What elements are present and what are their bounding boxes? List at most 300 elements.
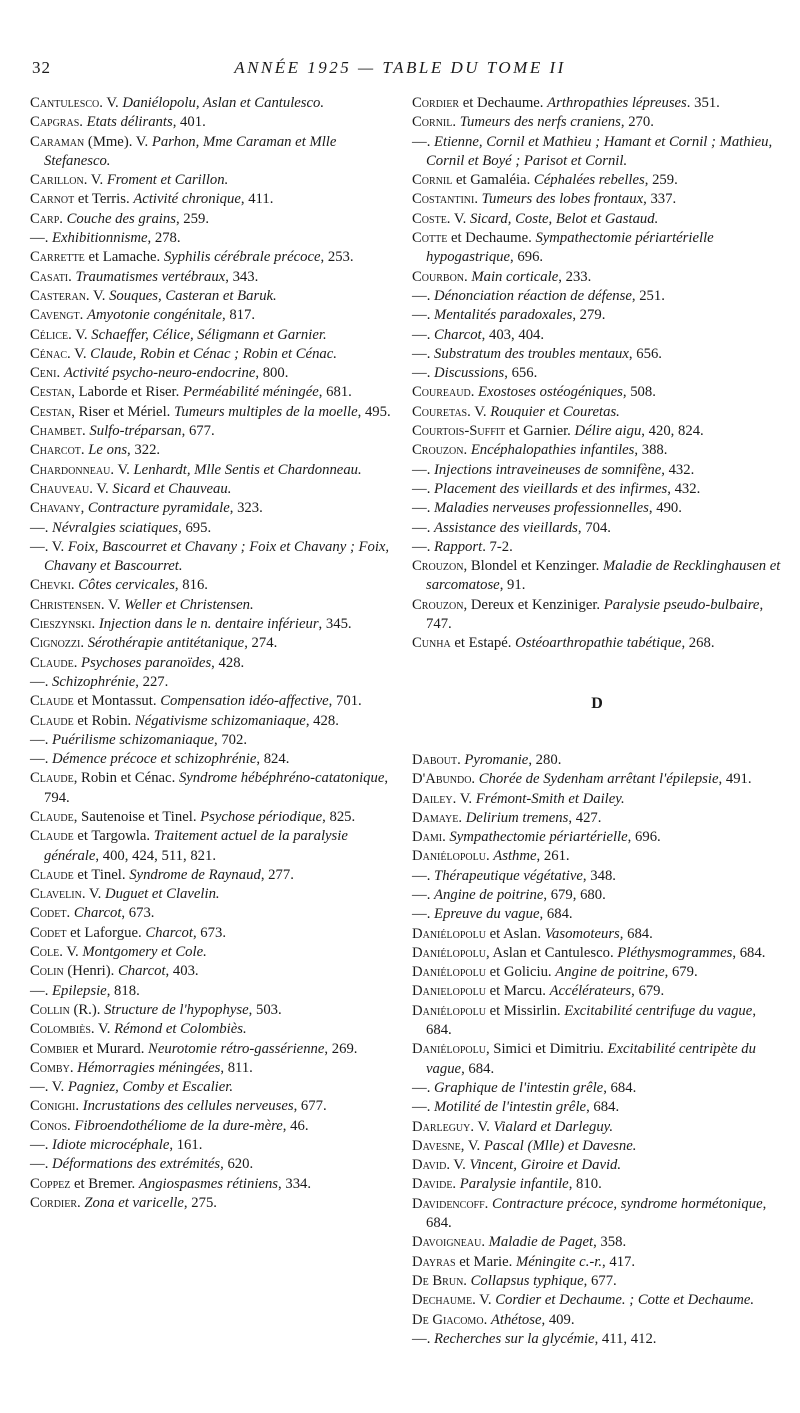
entry-title: Névralgies sciatiques (52, 519, 179, 536)
entry-title: Souques, Casteran et Baruk. (109, 287, 277, 304)
entry-author: Claude (30, 866, 74, 883)
entry-author: De Brun (412, 1272, 464, 1289)
index-entry (30, 326, 400, 345)
entry-page-ref: , 684. (426, 1195, 767, 1232)
entry-title: Placement des vieillards et des infirmes (434, 480, 668, 497)
entry-page-ref: , 677. (293, 1098, 327, 1115)
entry-page-ref: , 278. (147, 230, 181, 247)
entry-title: Froment et Carillon. (106, 172, 229, 189)
entry-author: Claude (30, 770, 74, 787)
entry-title: Couche des grains (66, 210, 176, 227)
entry-page-ref: , 794. (44, 770, 389, 806)
index-entry (412, 113, 782, 132)
entry-connector: . (82, 423, 90, 440)
entry-author: Collin (30, 1001, 70, 1018)
entry-title: Montgomery et Cole. (82, 944, 207, 961)
entry-page-ref: , 747. (426, 596, 764, 633)
entry-connector: —. (30, 1156, 53, 1173)
entry-connector: . (80, 635, 88, 652)
entry-title: Contracture précoce, syndrome hormétonique (492, 1195, 763, 1212)
entry-connector: —. (30, 751, 53, 768)
entry-connector: , Dereux et Kenziniger. (463, 596, 604, 613)
section-letter-d: D (591, 694, 603, 712)
entry-connector: —. (412, 886, 435, 903)
entry-title: Pyromanie (464, 751, 529, 768)
entry-author: Carnot (30, 191, 75, 208)
entry-author: Daniélopolu (412, 964, 486, 981)
entry-author: Caraman (30, 133, 85, 150)
index-entry (30, 750, 400, 769)
entry-title: Neurotomie rétro-gassérienne (148, 1040, 325, 1057)
entry-author: Cotte (412, 230, 448, 247)
entry-title: Négativisme schizomaniaque (134, 712, 306, 729)
entry-page-ref: , 428. (211, 654, 245, 671)
entry-author: Dechaume (412, 1292, 473, 1309)
entry-author: Davoigneau (412, 1234, 482, 1251)
entry-page-ref: , 679. (631, 983, 665, 1000)
entry-page-ref: , 656. (504, 365, 538, 382)
entry-connector: . (463, 442, 471, 459)
entry-title: Excitabilité centripète du vague (426, 1041, 756, 1077)
entry-title: Activité chronique (133, 191, 241, 208)
entry-author: Chevki (30, 577, 71, 594)
entry-connector: —. (412, 1099, 435, 1116)
entry-page-ref: , 269. (324, 1040, 358, 1057)
entry-title: Charcot (145, 924, 193, 941)
index-entry (30, 1001, 400, 1020)
index-entry (30, 1175, 400, 1194)
entry-title: Angine de poitrine (555, 964, 665, 981)
entry-page-ref: , 673. (192, 924, 226, 941)
entry-author: Coureaud (412, 384, 471, 401)
entry-title: Cordier et Dechaume. ; Cotte et Dechaume. (495, 1292, 755, 1309)
entry-page-ref: , 701. (328, 693, 362, 710)
entry-author: Christensen (30, 596, 101, 613)
index-entry (412, 268, 782, 287)
entry-connector: , Laborde et Riser. (71, 384, 183, 401)
entry-title: Asthme (493, 848, 537, 865)
index-entry (412, 210, 782, 229)
entry-page-ref: , 800. (255, 365, 289, 382)
entry-page-ref: , 343. (225, 268, 259, 285)
entry-connector: . (68, 268, 76, 285)
entry-title: Sicard et Chauveau. (112, 480, 232, 497)
index-entry (30, 615, 400, 634)
entry-title: Côtes cervicales (78, 577, 175, 594)
entry-author: Chauveau (30, 480, 90, 497)
entry-page-ref: , 432. (661, 461, 695, 478)
section-c-continued (412, 94, 782, 654)
entry-title: Perméabilité méningée (182, 384, 319, 401)
index-entry (412, 1137, 782, 1156)
index-entry (30, 1194, 400, 1213)
index-entry (412, 171, 782, 190)
index-entry (30, 210, 400, 229)
index-entry (412, 925, 782, 944)
entry-page-ref: , 491. (718, 771, 752, 788)
entry-page-ref: , 403. (165, 963, 199, 980)
entry-title: Sympathectomie périartérielle (449, 829, 628, 846)
index-entry (412, 287, 782, 306)
entry-title: Foix, Bascourret et Chavany ; Foix et Chavany ; Foix, Chavany et Bascourret. (44, 538, 390, 575)
entry-connector: . (470, 384, 479, 401)
entry-connector: . (67, 1117, 75, 1134)
entry-connector: —. (412, 867, 435, 884)
entry-author: Carillon (30, 172, 84, 189)
entry-author: Dayras (412, 1253, 456, 1270)
entry-connector: . V. (68, 326, 92, 343)
index-entry (30, 943, 400, 962)
index-entry (412, 499, 782, 518)
index-entry (30, 885, 400, 904)
entry-connector: . V. (89, 480, 113, 497)
entry-connector: et Dechaume. (459, 95, 548, 111)
index-entry (30, 769, 400, 808)
entry-author: Codet (30, 924, 67, 941)
entry-connector: . (75, 1098, 83, 1115)
entry-author: Daniélopolu (412, 925, 486, 942)
entry-author: Courtois-Suffit (412, 423, 506, 440)
index-entry (30, 113, 400, 132)
index-entry (412, 1040, 782, 1079)
index-entry (412, 1233, 782, 1252)
entry-connector: . (457, 751, 465, 768)
entry-author: Cunha (412, 635, 451, 652)
entry-title: Delirium tremens (465, 809, 569, 826)
index-entry (30, 1136, 400, 1155)
entry-title: Arthropathies lépreuses (547, 95, 687, 111)
entry-author: Dailey (412, 790, 453, 807)
entry-title: Charcot (117, 963, 166, 980)
entry-page-ref: , 508. (622, 384, 656, 401)
entry-page-ref: , 620. (220, 1156, 254, 1173)
entry-author: Cordier (412, 95, 460, 111)
entry-page-ref: , 684. (539, 906, 573, 923)
entry-author: Célice (30, 326, 69, 343)
index-entry (412, 1195, 782, 1234)
index-entry (30, 133, 400, 172)
entry-connector: . V. (452, 790, 476, 807)
entry-page-ref: , 817. (221, 307, 256, 324)
entry-connector: , Riser et Mériel. (71, 403, 175, 420)
entry-connector: , Blondel et Kenzinger. (463, 558, 603, 575)
entry-author: Costantini (412, 191, 475, 208)
entry-page-ref: , 323. (229, 500, 263, 517)
entry-page-ref: , 161. (169, 1137, 203, 1154)
index-entry (412, 403, 782, 422)
entry-page-ref: , 495. (357, 403, 391, 420)
entry-title: Injection dans le n. dentaire inférieur (98, 616, 319, 633)
index-entry (30, 383, 400, 402)
entry-author: Dami (412, 829, 443, 846)
entry-page-ref: , 825. (322, 808, 356, 825)
entry-author: Chavany (30, 500, 81, 517)
entry-page-ref: , 411, 412. (594, 1330, 657, 1347)
entry-connector: et Lamache. (84, 249, 164, 266)
entry-author: Comby (30, 1059, 70, 1076)
entry-author: Claude (30, 808, 74, 825)
left-column (30, 94, 400, 1213)
index-entry (30, 345, 400, 364)
page-number: 32 (32, 58, 51, 77)
index-entry (30, 306, 400, 325)
entry-connector: —. (412, 500, 435, 517)
index-entry (30, 461, 400, 480)
entry-title: Syndrome hébéphréno-catatonique (178, 770, 385, 787)
entry-page-ref: , 677. (583, 1272, 617, 1289)
entry-author: Claude (30, 693, 74, 710)
entry-title: Etienne, Cornil et Mathieu ; Hamant et Cornil ; Mathieu, Cornil et Boyé ; Parisot et Cornil. (426, 133, 773, 169)
index-entry (412, 751, 782, 770)
entry-title: Zona et varicelle (84, 1194, 184, 1211)
entry-title: Incrustations des cellules nerveuses (82, 1098, 294, 1115)
index-entry (412, 1272, 782, 1291)
index-entry (30, 654, 400, 673)
entry-connector: . (56, 365, 64, 382)
entry-connector: (Mme). V. (84, 133, 152, 150)
entry-author: Darleguy (412, 1118, 471, 1135)
index-entry (412, 1253, 782, 1272)
entry-connector: et Bremer. (70, 1175, 139, 1192)
entry-connector: . (59, 210, 67, 227)
entry-connector: —. (30, 1137, 53, 1154)
entry-connector: —. (412, 307, 435, 324)
entry-title: Psychoses paranoïdes (81, 654, 212, 671)
entry-page-ref: , 268. (681, 635, 715, 652)
entry-title: Collapsus typhique (470, 1272, 584, 1289)
entry-title: Excitabilité centrifuge du vague (564, 1002, 753, 1019)
index-entry (412, 828, 782, 847)
entry-title: Parhon, Mme Caraman et Mlle Stefanesco. (44, 133, 337, 169)
entry-author: Davide (412, 1176, 453, 1193)
entry-title: Pagniez, Comby et Escalier. (67, 1079, 234, 1096)
entry-title: Vincent, Giroire et David. (469, 1157, 622, 1174)
entry-title: Idiote microcéphale (52, 1137, 170, 1154)
entry-author: Clavelin (30, 886, 82, 903)
entry-connector: et Marcu. (485, 983, 550, 1000)
entry-connector: . (70, 577, 79, 594)
entry-author: Danielopolu (412, 983, 486, 1000)
entry-page-ref: , 322. (127, 442, 161, 459)
index-entry (30, 634, 400, 653)
entry-author: D'Abundo (412, 771, 472, 788)
entry-page-ref: , 684. (586, 1099, 620, 1116)
index-entry (412, 1330, 782, 1349)
entry-author: Cantulesco (30, 95, 100, 111)
entry-author: Cordier (30, 1194, 78, 1211)
index-entry (30, 808, 400, 827)
entry-title: Encéphalopathies infantiles (470, 442, 635, 459)
entry-author: Claude (30, 654, 74, 671)
entry-page-ref: , 673. (121, 905, 155, 922)
entry-title: Structure de l'hypophyse (104, 1001, 249, 1018)
index-entry (412, 538, 782, 557)
entry-title: Syphilis cérébrale précoce (163, 249, 321, 266)
entry-page-ref: , 684. (732, 944, 766, 961)
entry-author: Coppez (30, 1175, 71, 1192)
entry-title: Rémond et Colombiès. (114, 1021, 247, 1038)
entry-connector: —. V. (30, 1079, 68, 1096)
index-entry (30, 827, 400, 866)
index-entry (30, 1078, 400, 1097)
index-entry (412, 1079, 782, 1098)
index-entry (412, 519, 782, 538)
entry-page-ref: , 253. (320, 249, 354, 266)
entry-page-ref: , 400, 424, 511, 821. (95, 847, 217, 864)
entry-page-ref: , 259. (644, 172, 678, 189)
entry-page-ref: , 251. (631, 287, 665, 304)
section-d (412, 751, 782, 1349)
entry-title: Substratum des troubles mentaux (434, 345, 629, 362)
entry-page-ref: , 279. (572, 307, 606, 324)
entry-page-ref: , 233. (558, 268, 592, 285)
entry-title: Thérapeutique végétative (434, 867, 583, 884)
entry-connector: . (471, 771, 479, 788)
entry-title: Contracture pyramidale (87, 500, 230, 517)
index-entry (30, 1020, 400, 1039)
entry-title: Schizophrénie (52, 673, 136, 690)
entry-connector: et Garnier. (505, 423, 575, 440)
entry-page-ref: , 811. (220, 1059, 253, 1076)
entry-page-ref: , 227. (135, 673, 169, 690)
entry-page-ref: , 403, 404. (481, 326, 545, 343)
entry-connector: . (464, 268, 472, 285)
entry-author: Combier (30, 1040, 79, 1057)
entry-title: Recherches sur la glycémie (434, 1330, 595, 1347)
index-entry (30, 982, 400, 1001)
entry-title: Epreuve du vague (434, 906, 540, 923)
index-entry (30, 731, 400, 750)
entry-author: Cignozzi (30, 635, 81, 652)
index-entry (412, 1002, 782, 1041)
entry-page-ref: , 695. (178, 519, 212, 536)
index-entry (30, 499, 400, 518)
entry-author: Cavengt (30, 307, 80, 324)
index-entry (30, 441, 400, 460)
entry-page-ref: , 46. (282, 1117, 309, 1134)
entry-connector: et Aslan. (485, 925, 545, 942)
entry-title: Exostoses ostéogéniques (478, 384, 623, 401)
entry-title: Le ons (88, 442, 128, 459)
entry-author: Cestan (30, 403, 72, 420)
entry-title: Tumeurs des nerfs craniens (459, 114, 621, 131)
entry-title: Pléthysmogrammes (617, 944, 733, 961)
entry-author: Carrette (30, 249, 85, 266)
entry-author: Chardonneau (30, 461, 111, 478)
entry-connector: . V. (83, 172, 107, 189)
entry-connector: , Simici et Dimitriu. (485, 1041, 608, 1058)
entry-title: Frémont-Smith et Dailey. (475, 790, 625, 807)
index-entry (30, 1059, 400, 1078)
entry-title: Rouquier et Couretas. (490, 403, 620, 420)
entry-connector: et Marie. (455, 1253, 516, 1270)
index-entry (30, 538, 400, 577)
entry-page-ref: , 679. (664, 964, 698, 981)
running-title: ANNÉE 1925 — TABLE DU TOME II (234, 58, 566, 77)
entry-connector: —. (30, 673, 53, 690)
entry-connector: , (80, 500, 88, 517)
entry-title: Traumatismes vertébraux (75, 268, 226, 285)
entry-connector: . V. (110, 461, 134, 478)
index-entry (412, 1118, 782, 1137)
entry-title: Pascal (Mlle) et Davesne. (483, 1137, 637, 1154)
entry-title: Psychose périodique (200, 808, 323, 825)
entry-connector: . V. (472, 1292, 496, 1309)
entry-connector: , Sautenoise et Tinel. (73, 808, 201, 825)
entry-connector: et Targowla. (73, 828, 154, 845)
entry-title: Fibroendothéliome de la dure-mère (74, 1117, 283, 1134)
entry-author: Crouzon (412, 596, 464, 613)
entry-author: Dabout (412, 751, 458, 768)
entry-title: Syndrome de Raynaud (129, 866, 261, 883)
index-entry (30, 576, 400, 595)
entry-author: Conighi (30, 1098, 76, 1115)
entry-page-ref: , 358. (593, 1234, 627, 1251)
entry-title: Epilepsie (52, 982, 107, 999)
entry-connector: —. V. (30, 538, 68, 555)
index-entry (30, 1097, 400, 1116)
entry-connector: . (481, 1234, 489, 1251)
entry-title: Maladie de Paget (488, 1234, 594, 1251)
entry-title: Démence précoce et schizophrénie (52, 751, 257, 768)
entry-author: Cole (30, 944, 60, 961)
entry-title: Puérilisme schizomaniaque (52, 731, 214, 748)
entry-page-ref: , 259. (175, 210, 209, 227)
index-entry (412, 944, 782, 963)
entry-author: Codet (30, 905, 67, 922)
entry-author: De Giacomo (412, 1311, 484, 1328)
entry-title: Vasomoteurs (544, 925, 620, 942)
entry-title: Céphalées rebelles (533, 172, 645, 189)
entry-connector: . V. (85, 287, 110, 304)
entry-page-ref: , 684. (619, 925, 653, 942)
entry-connector: . V. (59, 944, 83, 961)
entry-author: Claude (30, 712, 74, 729)
entry-title: Injections intraveineuses de somnifène (434, 461, 662, 478)
entry-title: Schaeffer, Célice, Séligmann et Garnier. (91, 326, 327, 343)
index-entry (412, 190, 782, 209)
entry-connector: —. (412, 287, 435, 304)
index-entry (412, 94, 782, 113)
entry-title: Accélérateurs (549, 983, 632, 1000)
entry-author: Courbon (412, 268, 465, 285)
entry-connector: —. (412, 480, 435, 497)
index-entry (412, 886, 782, 905)
entry-page-ref: , 277. (260, 866, 294, 883)
entry-author: Davidencoff (412, 1195, 485, 1212)
entry-page-ref: , 702. (213, 731, 248, 748)
entry-connector: et Missirlin. (485, 1002, 565, 1019)
index-entry (412, 557, 782, 596)
entry-connector: et Estapé. (450, 635, 516, 652)
entry-author: Claude (30, 828, 74, 845)
index-entry (30, 229, 400, 248)
entry-title: Dénonciation réaction de défense (434, 287, 632, 304)
entry-connector: —. (30, 731, 53, 748)
index-entry (30, 94, 400, 113)
entry-connector: et Tinel. (73, 866, 130, 883)
index-entry (412, 905, 782, 924)
entry-connector: —. (412, 365, 435, 382)
entry-author: Daniélopolu (412, 1002, 486, 1019)
entry-connector: —. (30, 230, 53, 247)
entry-connector: . V. (67, 345, 91, 362)
entry-page-ref: , 280. (528, 751, 562, 768)
entry-title: Graphique de l'intestin grêle (434, 1079, 604, 1096)
entry-connector: . (463, 1272, 471, 1289)
entry-page-ref: , 417. (602, 1253, 636, 1270)
index-entry (30, 1040, 400, 1059)
